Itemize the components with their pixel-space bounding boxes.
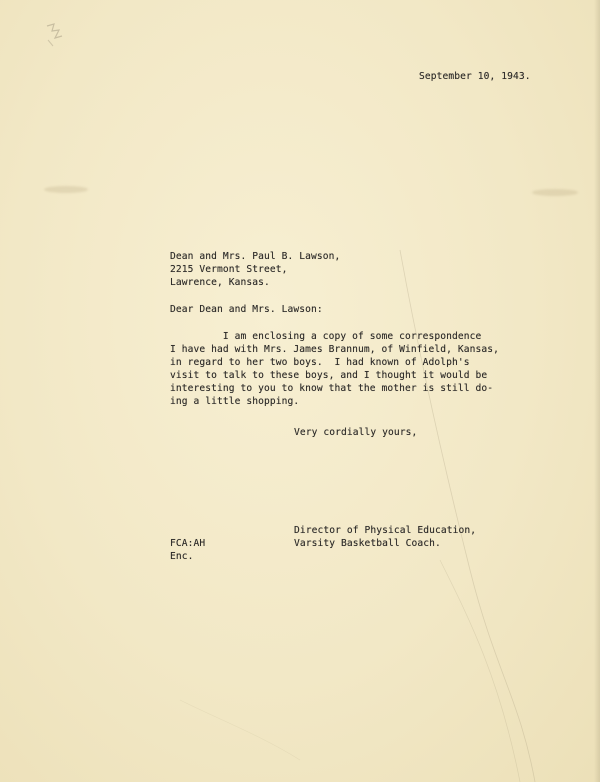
enclosure-notation: Enc. (170, 551, 194, 562)
body-line: ing a little shopping. (170, 396, 300, 407)
right-smudge (532, 189, 578, 196)
body-line: in regard to her two boys. I had known of Adolph's (170, 357, 470, 368)
signature-title-line: Varsity Basketball Coach. (294, 538, 441, 549)
signature-title-line: Director of Physical Education, (294, 525, 477, 536)
left-smudge (44, 186, 88, 193)
complimentary-closing: Very cordially yours, (294, 427, 418, 438)
reference-initials: FCA:AH (170, 538, 206, 549)
salutation: Dear Dean and Mrs. Lawson: (170, 304, 323, 315)
body-line: I am enclosing a copy of some correspondence (170, 331, 482, 342)
page-edge-shadow (594, 0, 600, 782)
recipient-street: 2215 Vermont Street, (170, 264, 288, 275)
body-line: interesting to you to know that the mother is still do- (170, 383, 494, 394)
recipient-name: Dean and Mrs. Paul B. Lawson, (170, 251, 341, 262)
body-line: I have had with Mrs. James Brannum, of Winfield, Kansas, (170, 344, 500, 355)
recipient-city: Lawrence, Kansas. (170, 277, 270, 288)
letter-date: September 10, 1943. (419, 71, 531, 82)
body-line: visit to talk to these boys, and I thought it would be (170, 370, 488, 381)
corner-mark-icon (44, 22, 66, 48)
